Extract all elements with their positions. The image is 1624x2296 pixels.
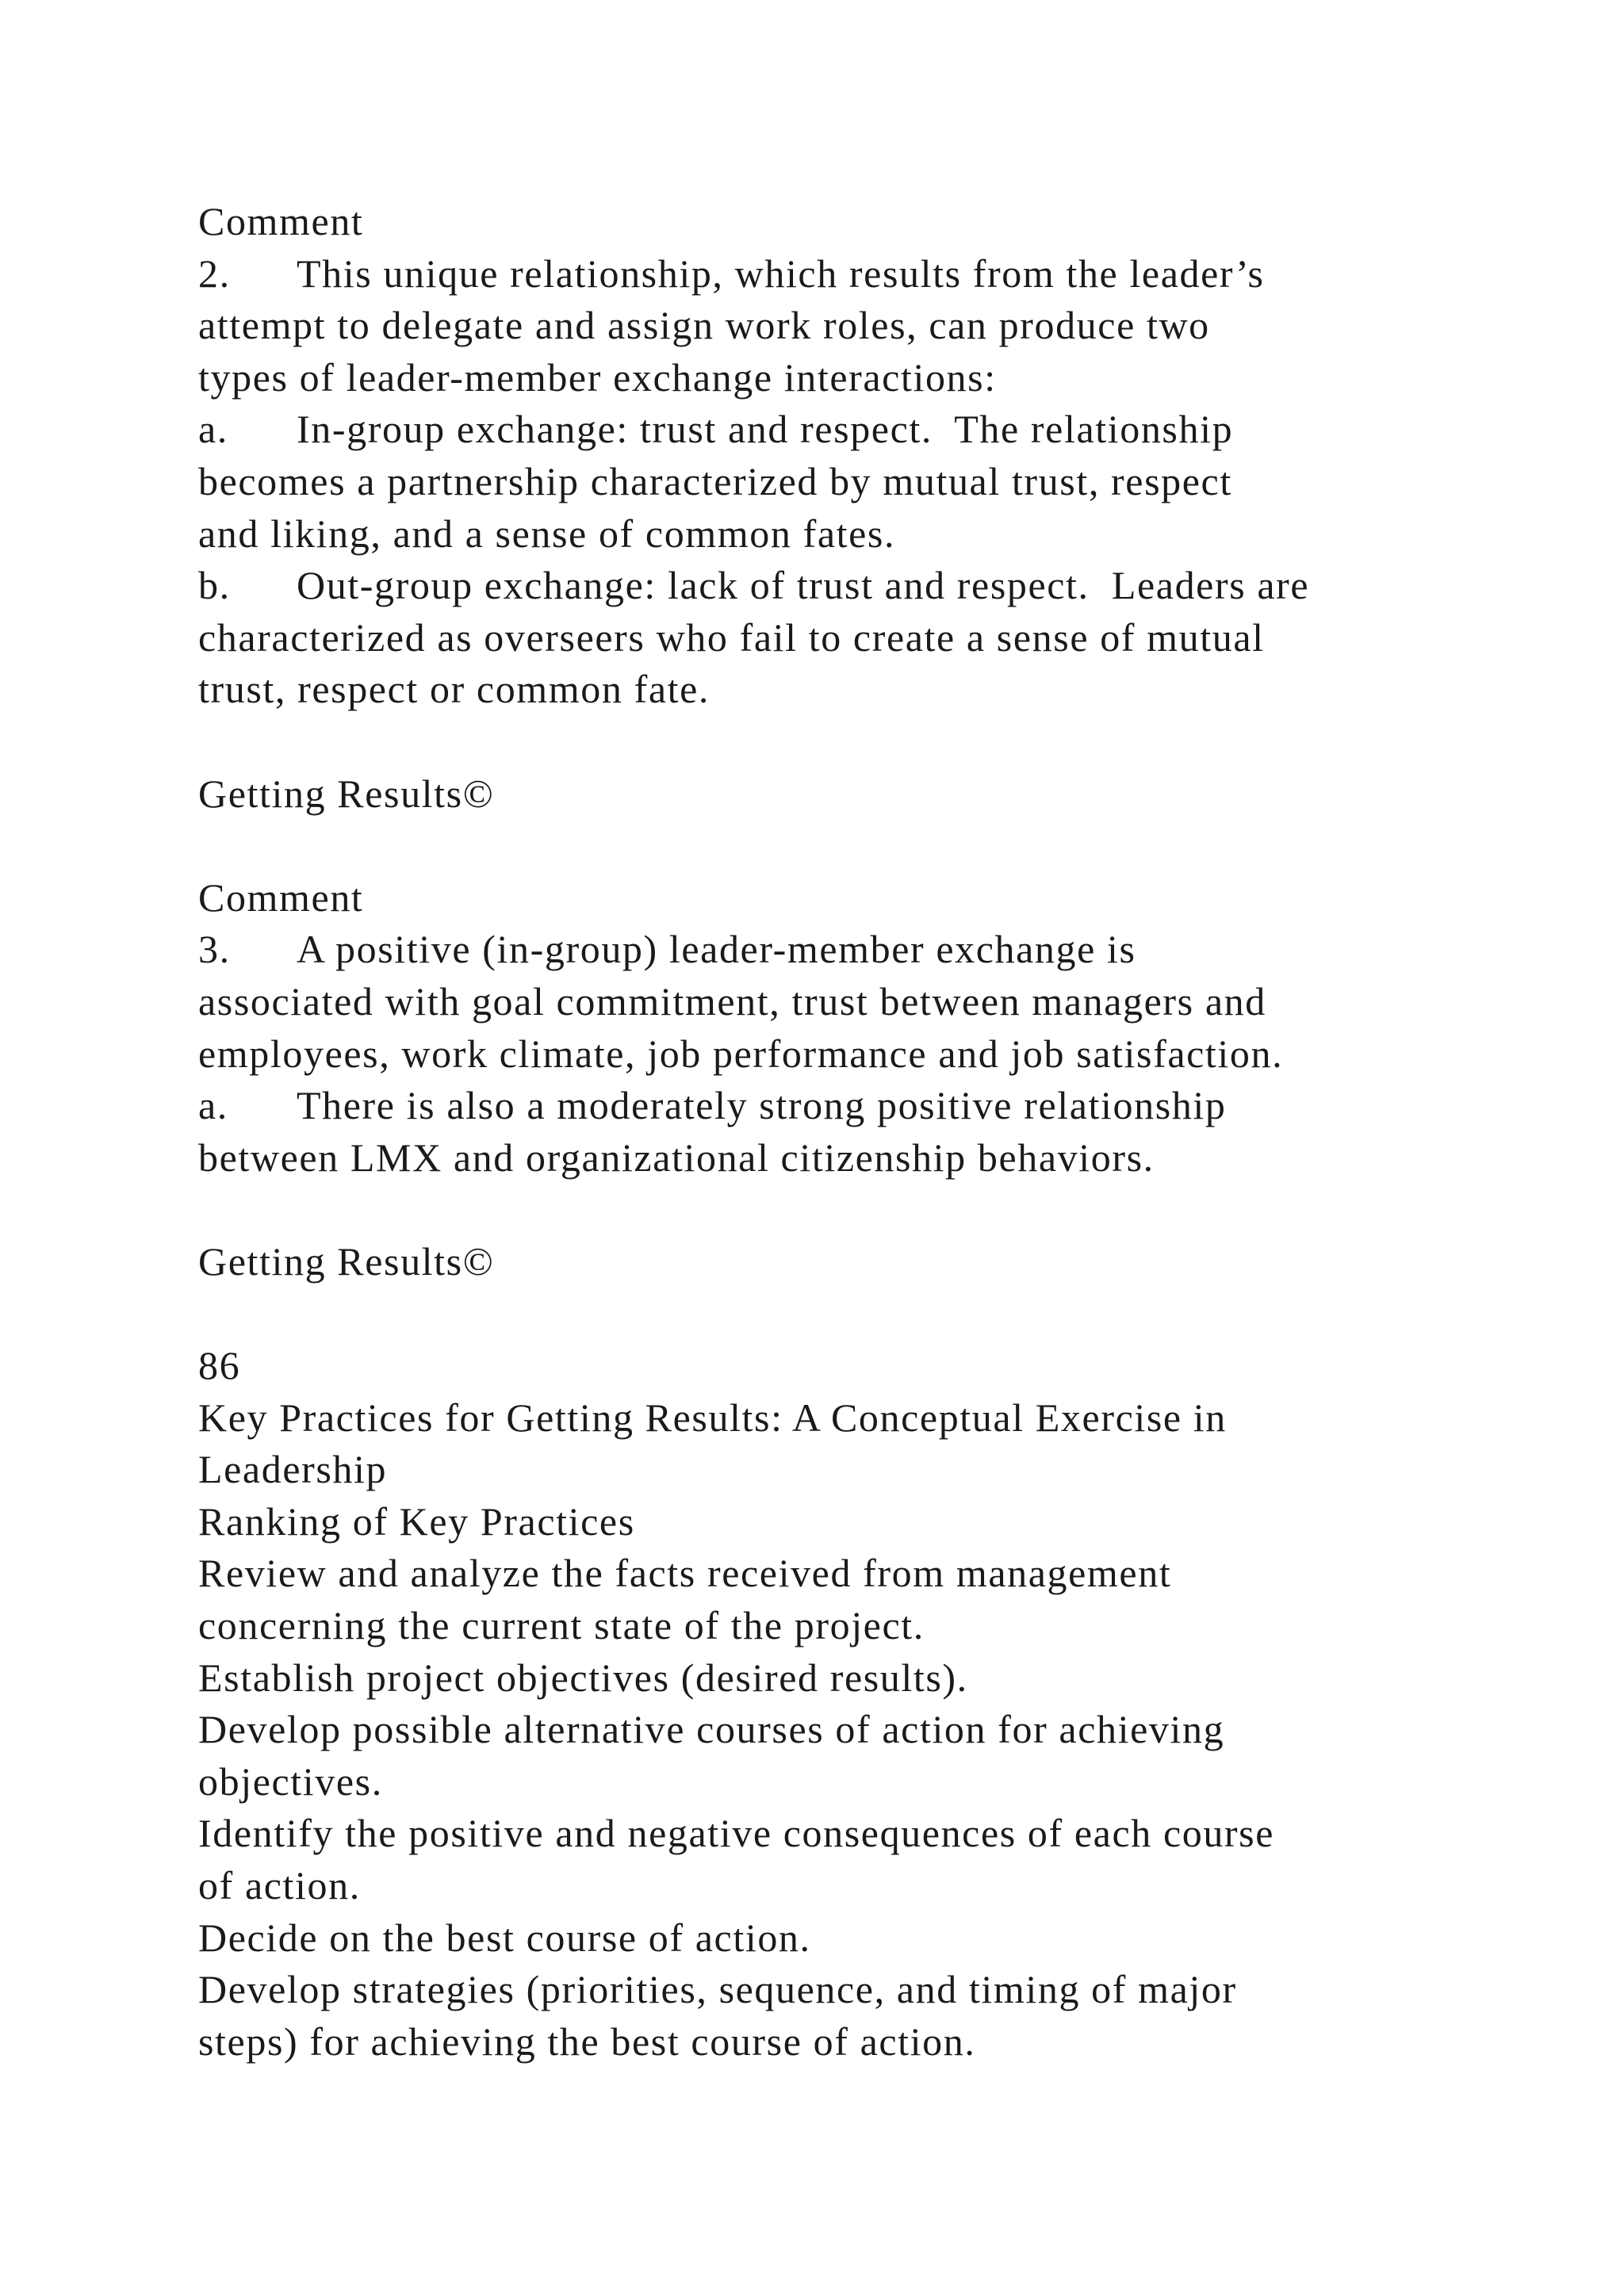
list-item-line (198, 1080, 1483, 1132)
practice-line: steps) for achieving the best course of action. (198, 2019, 976, 2064)
blank-line (198, 1184, 1483, 1236)
list-item-line (198, 560, 1483, 612)
list-marker: a. (198, 407, 228, 452)
paragraph-line: types of leader-member exchange interactions: (198, 354, 997, 400)
paragraph-number: 2. (198, 251, 231, 296)
paragraph-line: attempt to delegate and assign work roles, can produce two (198, 303, 1210, 348)
list-marker: a. (198, 1083, 228, 1128)
list-item-line: characterized as overseers who fail to create a sense of mutual (198, 614, 1265, 660)
comment-heading: Comment (198, 874, 364, 920)
exercise-title-line: Leadership (198, 1447, 388, 1492)
numbered-paragraph-line (198, 924, 1483, 976)
list-item-line: trust, respect or common fate. (198, 667, 710, 712)
practice-line: concerning the current state of the project. (198, 1603, 925, 1648)
paragraph-line: associated with goal commitment, trust between managers and (198, 978, 1266, 1024)
practice-line: Establish project objectives (desired results). (198, 1655, 968, 1700)
practice-line: of action. (198, 1863, 361, 1908)
blank-line (198, 716, 1483, 768)
list-item-text: Out-group exchange: lack of trust and respect. Leaders are (297, 563, 1310, 608)
list-marker: b. (198, 563, 231, 608)
list-item-line: and liking, and a sense of common fates. (198, 511, 896, 556)
practice-line: Decide on the best course of action. (198, 1915, 811, 1960)
paragraph-number: 3. (198, 927, 231, 972)
page-number: 86 (198, 1343, 241, 1388)
list-item-line: between LMX and organizational citizenship behaviors. (198, 1135, 1155, 1180)
paragraph-text: This unique relationship, which results from the leader’s (297, 251, 1265, 296)
practice-line: Develop possible alternative courses of action for achieving (198, 1707, 1225, 1752)
numbered-paragraph-line (198, 248, 1483, 300)
list-item-text: In-group exchange: trust and respect. The relationship (297, 407, 1234, 452)
slide-footer: Getting Results© (198, 771, 495, 816)
paragraph-text: A positive (in-group) leader-member exchange is (297, 927, 1136, 972)
blank-line (198, 1288, 1483, 1340)
practice-line: Develop strategies (priorities, sequence, and timing of major (198, 1967, 1237, 2012)
exercise-title-line: Key Practices for Getting Results: A Conceptual Exercise in (198, 1395, 1227, 1440)
slide-footer: Getting Results© (198, 1238, 495, 1284)
document-page (198, 196, 1483, 2068)
paragraph-line: employees, work climate, job performance and job satisfaction. (198, 1031, 1284, 1076)
comment-heading: Comment (198, 199, 364, 243)
exercise-subtitle: Ranking of Key Practices (198, 1498, 635, 1544)
practice-line: objectives. (198, 1758, 383, 1804)
blank-line (198, 820, 1483, 872)
practice-line: Review and analyze the facts received from management (198, 1551, 1172, 1596)
list-item-line: becomes a partnership characterized by mutual trust, respect (198, 458, 1232, 503)
list-item-line (198, 404, 1483, 456)
list-item-text: There is also a moderately strong positive relationship (297, 1083, 1227, 1128)
practice-line: Identify the positive and negative consequences of each course (198, 1811, 1275, 1856)
